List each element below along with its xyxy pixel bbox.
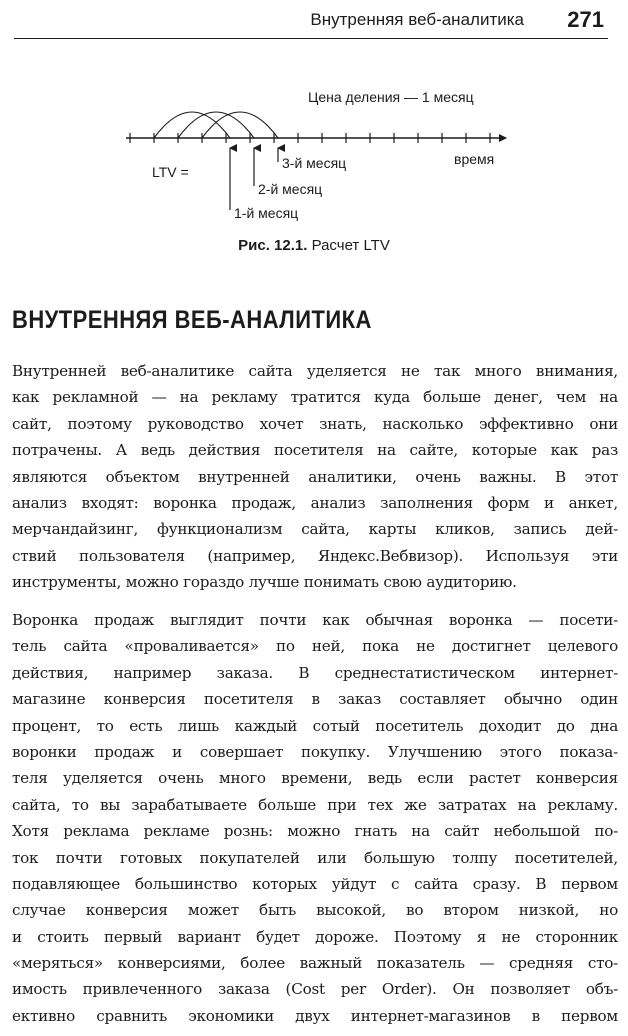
text-line: действия, например заказа. В среднестатистическом интернет- xyxy=(12,663,618,682)
text-line: процент, то есть лишь каждый сотый посетитель доходит до дна xyxy=(12,716,618,735)
text-line: анализ входят: воронка продаж, анализ заполнения форм и анкет, xyxy=(12,493,618,512)
text-line: Внутренней веб-аналитике сайта уделяется не так много внимания, xyxy=(12,362,618,380)
text-line: и стоить первый вариант будет дороже. Поэтому я не сторонник xyxy=(12,927,618,946)
text-line: мерчандайзинг, функционализм сайта, карты кликов, запись дей- xyxy=(12,520,618,539)
month-arc-1 xyxy=(154,112,230,138)
month-arc-2 xyxy=(178,112,254,138)
ltv-figure xyxy=(110,80,530,230)
text-line: магазине конверсия посетителя в заказ составляет обычно один xyxy=(12,690,618,709)
running-title: Внутренняя веб-аналитика xyxy=(310,10,524,29)
month3-label: 3-й месяц xyxy=(282,155,347,171)
ltv-label: LTV = xyxy=(152,164,189,180)
text-line: потрачены. А ведь действия посетителя на сайте, которые как раз xyxy=(12,441,618,460)
text-line: «меряться» конверсиями, более важный показатель — средняя сто- xyxy=(12,954,618,973)
page-number: 271 xyxy=(567,7,604,32)
running-header xyxy=(14,6,608,39)
paragraph-2 xyxy=(12,607,618,1029)
text-line: теля уделяется очень много времени, ведь если растет конверсия xyxy=(12,769,618,788)
axis-label-time: время xyxy=(454,151,495,167)
text-line: Хотя реклама рекламе рознь: можно гнать на сайт небольшой по- xyxy=(12,822,618,841)
text-line: имость привлеченного заказа (Cost per Order). Он позволяет объ- xyxy=(12,980,618,999)
text-line: как рекламной — на рекламу тратится куда больше денег, чем на xyxy=(12,388,618,407)
figure-caption-label: Рис. 12.1. xyxy=(238,237,308,254)
figure-caption xyxy=(0,237,628,254)
ltv-timeline-diagram xyxy=(110,80,530,230)
month1-label: 1-й месяц xyxy=(234,205,299,221)
paragraph-1 xyxy=(12,358,618,596)
text-line: инструменты, можно гораздо лучше понимать свою аудиторию. xyxy=(12,573,517,592)
text-line: ствий пользователя (например, Яндекс.Вебвизор). Используя эти xyxy=(12,546,618,565)
text-line: Воронка продаж выглядит почти как обычная воронка — посети- xyxy=(12,611,618,629)
text-line: сайт, поэтому руководство хочет знать, насколько эффективно они xyxy=(12,414,618,433)
scale-note: Цена деления — 1 месяц xyxy=(308,89,474,105)
text-line: воронки продаж и совершает покупку. Улучшению этого показа- xyxy=(12,742,618,761)
section-heading: ВНУТРЕННЯЯ ВЕБ-АНАЛИТИКА xyxy=(12,306,372,334)
figure-caption-text: Расчет LTV xyxy=(311,237,390,254)
text-line: ток почти готовых покупателей или большую толпу посетителей, xyxy=(12,848,618,867)
text-line: ективно сравнить экономики двух интернет-магазинов в первом xyxy=(12,1006,618,1025)
month-arc-3 xyxy=(202,112,278,138)
text-line: подавляющее большинство которых уйдут с сайта сразу. В первом xyxy=(12,874,618,893)
text-line: случае конверсия может быть высокой, во втором низкой, но xyxy=(12,901,618,920)
text-line: сайта, то вы зарабатываете больше при тех же затратах на рекламу. xyxy=(12,795,618,814)
month2-label: 2-й месяц xyxy=(258,181,323,197)
text-line: тель сайта «проваливается» по ней, пока не достигнет целевого xyxy=(12,637,618,656)
text-line: являются объектом внутренней аналитики, очень важны. В этот xyxy=(12,467,618,486)
